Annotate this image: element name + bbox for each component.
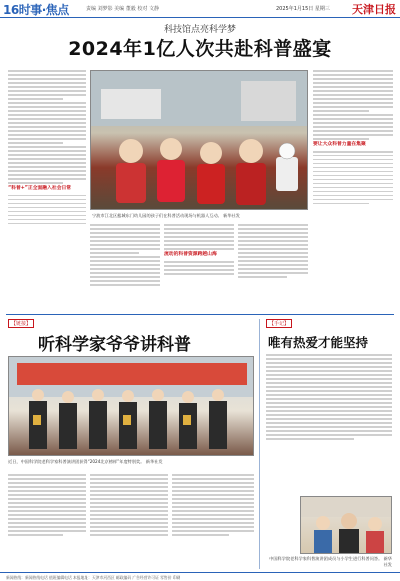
editor-credits: 责编 刘梦影 美编 董毅 校对 文静 <box>86 6 159 12</box>
story2-body-col1 <box>8 472 86 570</box>
story1-body-mid1 <box>90 222 160 308</box>
story2-headline: 听科学家爷爷讲科普 <box>38 335 191 355</box>
story1-main-photo <box>90 70 308 210</box>
story1-subhead-1: “科普+”正全面融入社会日常 <box>8 185 72 191</box>
story1-body-mid3 <box>238 222 308 308</box>
story2-photo <box>8 356 254 456</box>
story3-body <box>266 352 392 492</box>
story3-photo-caption <box>266 556 392 567</box>
story1-body-mid2 <box>164 222 234 308</box>
newspaper-logo: 天津日报 <box>352 3 396 16</box>
story1-subhead-2: 流动的科普资源跨越山海 <box>164 252 217 258</box>
story2-caption-credit: 新华社发 <box>145 459 163 464</box>
story1-photo-caption <box>92 213 306 219</box>
story1-headline: 2024年1亿人次共赴科普盛宴 <box>68 38 332 60</box>
page-section-label: 16时事·焦点 <box>3 3 69 17</box>
page-header <box>0 0 400 18</box>
story3-headline: 唯有热爱才能坚持 <box>268 335 369 350</box>
column-rule <box>259 319 260 569</box>
story3-caption-credit: 新华社发 <box>383 556 392 567</box>
page-footer: 新闻热线：新闻热线电话 值班编辑电话 本报地址：天津市河西区 邮政编码 广告经营许可证 零售价 印刷 <box>0 572 400 581</box>
story2-tag: 【链接】 <box>8 319 34 328</box>
story3-caption-text: 中国科学院老科学家科普演讲团成员与小学生进行科普问答。 <box>269 556 383 561</box>
story1-caption-text: 宁波市江北区慈城东门幼儿园的孩子们在科普活动现场与机器人互动。 <box>92 213 222 218</box>
issue-date: 2025年1月15日 星期三 <box>276 6 330 12</box>
section-divider <box>6 314 394 315</box>
story1-subhead-3: 要让大众科普力量在集聚 <box>313 142 366 148</box>
story2-caption-text: 近日，中国科学院老科学家科普演讲团获得“2024北京榜样”年度特别奖。 <box>8 459 145 464</box>
story1-body-left <box>8 68 86 308</box>
story3-photo <box>300 496 392 554</box>
story2-photo-caption <box>8 459 254 465</box>
story2-body-col3 <box>172 472 254 570</box>
story1-body-right <box>313 68 393 308</box>
story1-kicker: 科技馆点亮科学梦 <box>163 25 236 35</box>
story2-body-col2 <box>90 472 168 570</box>
story3-tag: 【手记】 <box>266 319 292 328</box>
story1-caption-credit: 新华社发 <box>223 213 240 218</box>
